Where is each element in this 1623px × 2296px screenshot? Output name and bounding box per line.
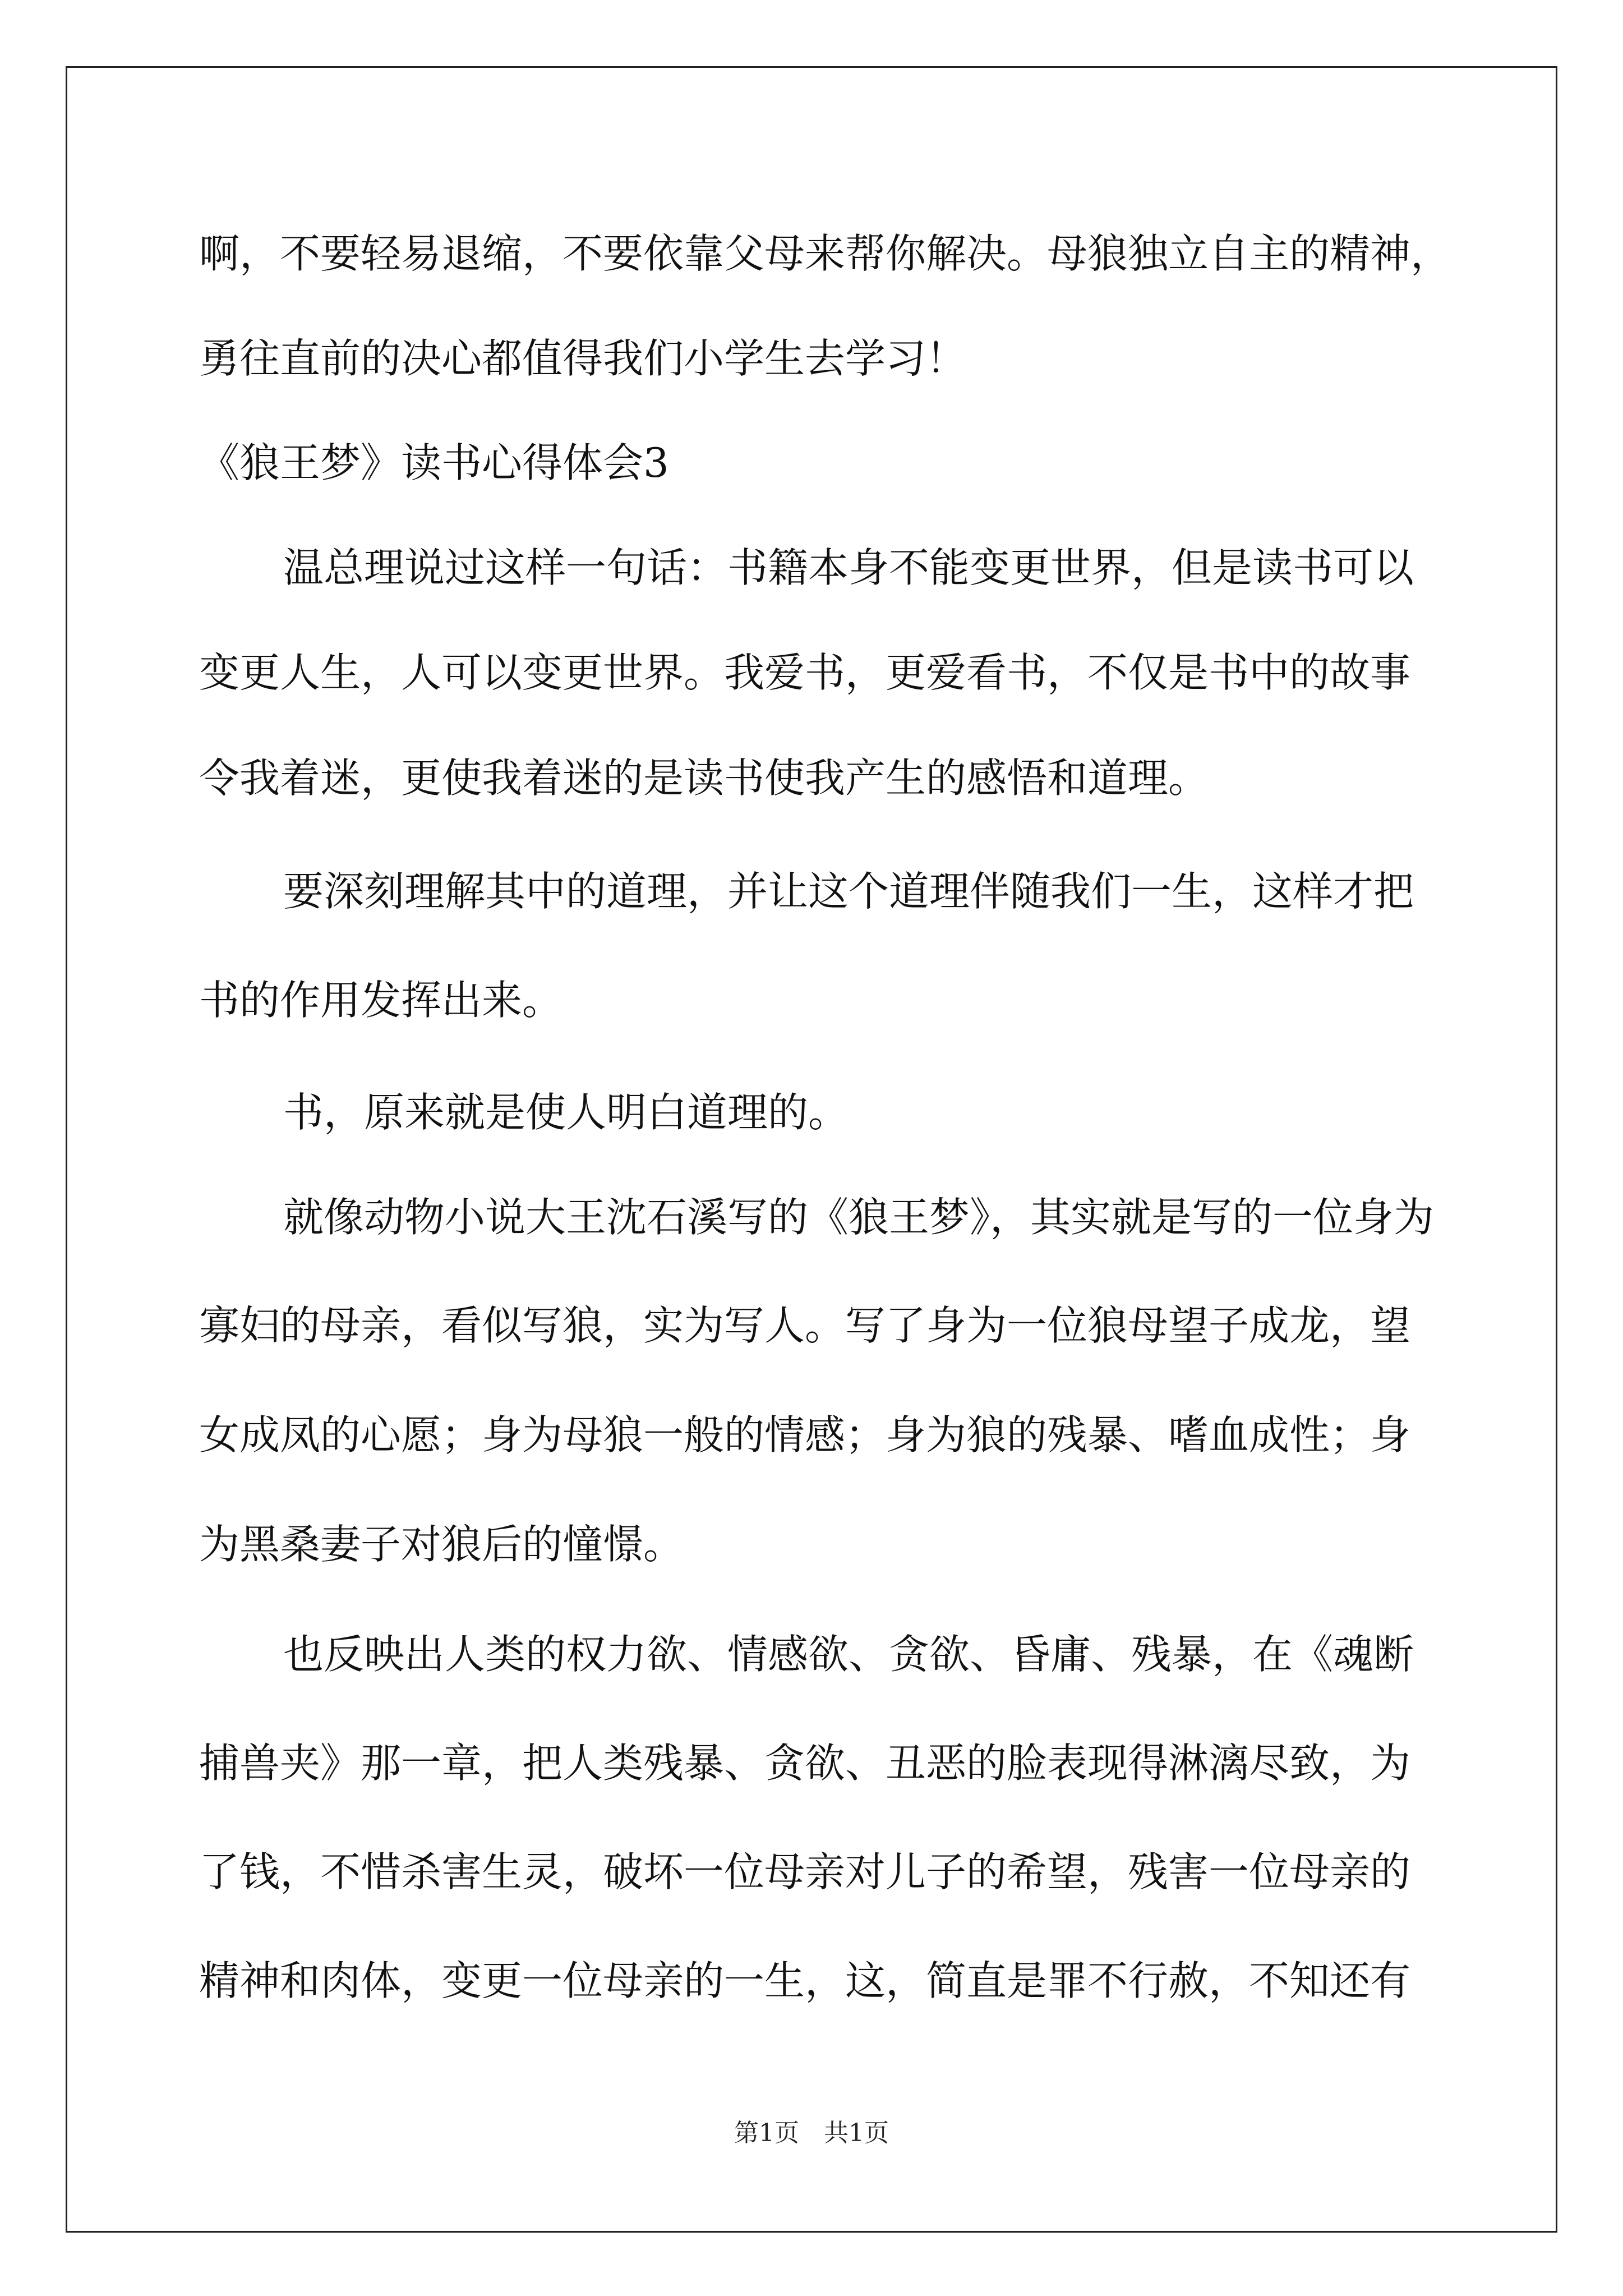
text-line-15: 捕兽夹》那一章，把人类残暴、贪欲、丑恶的脸表现得淋漓尽致，为 [199,1740,1411,1787]
text-line-2: 勇往直前的决心都值得我们小学生去学习！ [199,335,967,382]
text-line-12: 女成凤的心愿；身为母狼一般的情感；身为狼的残暴、嗜血成性；身 [199,1411,1411,1458]
section-heading: 《狼王梦》读书心得体会3 [199,439,669,486]
text-line-14: 也反映出人类的权力欲、情感欲、贪欲、昏庸、残暴，在《魂断 [283,1631,1414,1678]
text-line-17: 精神和肉体，变更一位母亲的一生，这，简直是罪不行赦，不知还有 [199,1957,1411,2004]
page-number-footer: 第1页 共1页 [734,2119,889,2147]
text-line-1: 啊，不要轻易退缩，不要依靠父母来帮你解决。母狼独立自主的精神， [199,230,1451,277]
text-line-11: 寡妇的母亲，看似写狼，实为写人。写了身为一位狼母望子成龙，望 [199,1302,1411,1349]
text-line-6: 令我着迷，更使我着迷的是读书使我产生的感悟和道理。 [199,754,1209,802]
text-line-16: 了钱，不惜杀害生灵，破坏一位母亲对儿子的希望，残害一位母亲的 [199,1848,1411,1895]
text-line-4: 温总理说过这样一句话：书籍本身不能变更世界，但是读书可以 [283,544,1414,591]
text-line-13: 为黑桑妻子对狼后的憧憬。 [199,1521,684,1568]
text-line-7: 要深刻理解其中的道理，并让这个道理伴随我们一生，这样才把 [283,868,1414,915]
page-border [66,66,1557,2233]
text-line-8: 书的作用发挥出来。 [199,977,563,1024]
text-line-10: 就像动物小说大王沈石溪写的《狼王梦》，其实就是写的一位身为 [283,1194,1435,1241]
text-line-9: 书，原来就是使人明白道理的。 [283,1089,849,1136]
text-line-5: 变更人生，人可以变更世界。我爱书，更爱看书，不仅是书中的故事 [199,649,1411,696]
